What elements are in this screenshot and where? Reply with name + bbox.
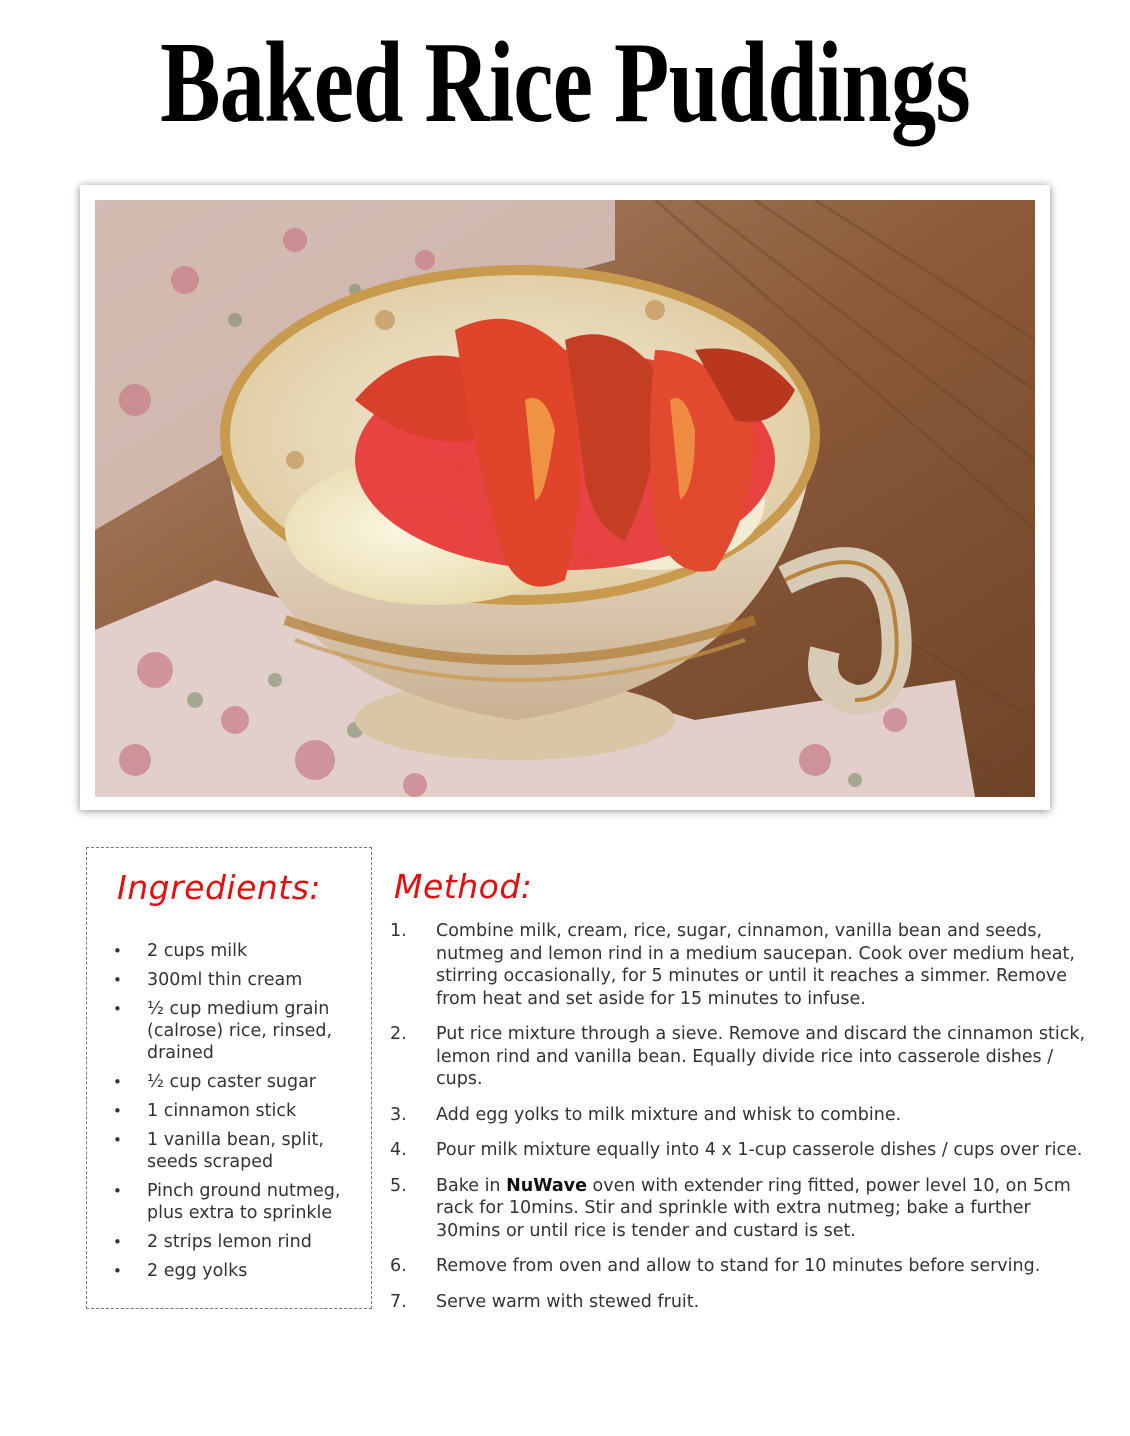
ingredients-heading: Ingredients:: [117, 868, 322, 907]
ingredient-item: [113, 1260, 348, 1282]
bullet-icon: •: [113, 942, 122, 960]
step-number: 6.: [390, 1256, 407, 1276]
ingredient-item: [113, 998, 348, 1064]
brand-name: NuWave: [506, 1175, 587, 1196]
ingredient-text: 1 vanilla bean, split, seeds scraped: [147, 1130, 324, 1172]
photo-frame: [80, 185, 1050, 810]
bullet-icon: •: [113, 1073, 122, 1091]
method-step: [390, 1255, 1090, 1278]
ingredient-item: [113, 1071, 348, 1093]
step-text: Add egg yolks to milk mixture and whisk to combine.: [436, 1104, 902, 1125]
step-text: Pour milk mixture equally into 4 x 1-cup casserole dishes / cups over rice.: [436, 1140, 1083, 1160]
step-text: Remove from oven and allow to stand for 10 minutes before serving.: [436, 1256, 1041, 1276]
step-number: 3.: [390, 1104, 407, 1125]
page-title: Baked Rice Puddings: [160, 19, 970, 147]
step-text: Bake in NuWave oven with extender ring fitted, power level 10, on 5cm rack for 10mins. Stir and sprinkle with extra nutmeg; bake a further 30mins or until rice is tender and custard is set.: [436, 1175, 1071, 1241]
rice-pudding-photo: [95, 200, 1035, 797]
ingredients-panel: [86, 847, 372, 1309]
ingredient-text: 300ml thin cream: [147, 970, 303, 990]
step-number: 2.: [390, 1024, 407, 1044]
ingredient-item: [113, 940, 348, 962]
step-text: Serve warm with stewed fruit.: [436, 1291, 700, 1312]
bullet-icon: •: [113, 1000, 122, 1018]
method-step: [390, 1023, 1090, 1091]
method-step: [390, 1104, 1090, 1127]
ingredient-item: [113, 969, 348, 991]
step-number: 5.: [390, 1175, 407, 1196]
method-step: [390, 1175, 1090, 1243]
bullet-icon: •: [113, 1102, 122, 1120]
method-list: [390, 920, 1090, 1326]
bullet-icon: •: [113, 1233, 122, 1251]
step-text: Combine milk, cream, rice, sugar, cinnamon, vanilla bean and seeds, nutmeg and lemon rind in a medium saucepan. Cook over medium heat, stirring occasionally, for 5 minutes or until it reaches a simmer. Remove from heat and set aside for 15 minutes to infuse.: [436, 921, 1075, 1009]
ingredient-text: 1 cinnamon stick: [147, 1101, 297, 1121]
method-step: [390, 1139, 1090, 1162]
method-step: [390, 1291, 1090, 1314]
ingredient-item: [113, 1129, 348, 1173]
method-heading: Method:: [394, 867, 533, 906]
ingredient-text: 2 strips lemon rind: [147, 1232, 312, 1252]
ingredient-item: [113, 1180, 348, 1224]
ingredient-text: Pinch ground nutmeg, plus extra to sprinkle: [147, 1181, 341, 1223]
step-text: Put rice mixture through a sieve. Remove and discard the cinnamon stick, lemon rind and vanilla bean. Equally divide rice into casserole dishes / cups.: [436, 1024, 1086, 1089]
method-step: [390, 920, 1090, 1010]
bullet-icon: •: [113, 1131, 122, 1149]
bullet-icon: •: [113, 971, 122, 989]
ingredient-text: ½ cup medium grain (calrose) rice, rinsed, drained: [147, 999, 333, 1063]
step-number: 4.: [390, 1140, 407, 1160]
ingredient-text: 2 egg yolks: [147, 1261, 248, 1281]
ingredient-text: 2 cups milk: [147, 941, 248, 961]
step-number: 7.: [390, 1291, 407, 1312]
step-number: 1.: [390, 921, 407, 941]
ingredient-item: [113, 1100, 348, 1122]
ingredient-item: [113, 1231, 348, 1253]
bullet-icon: •: [113, 1182, 122, 1200]
ingredient-text: ½ cup caster sugar: [147, 1072, 316, 1092]
bullet-icon: •: [113, 1262, 122, 1280]
ingredients-list: [113, 940, 348, 1289]
